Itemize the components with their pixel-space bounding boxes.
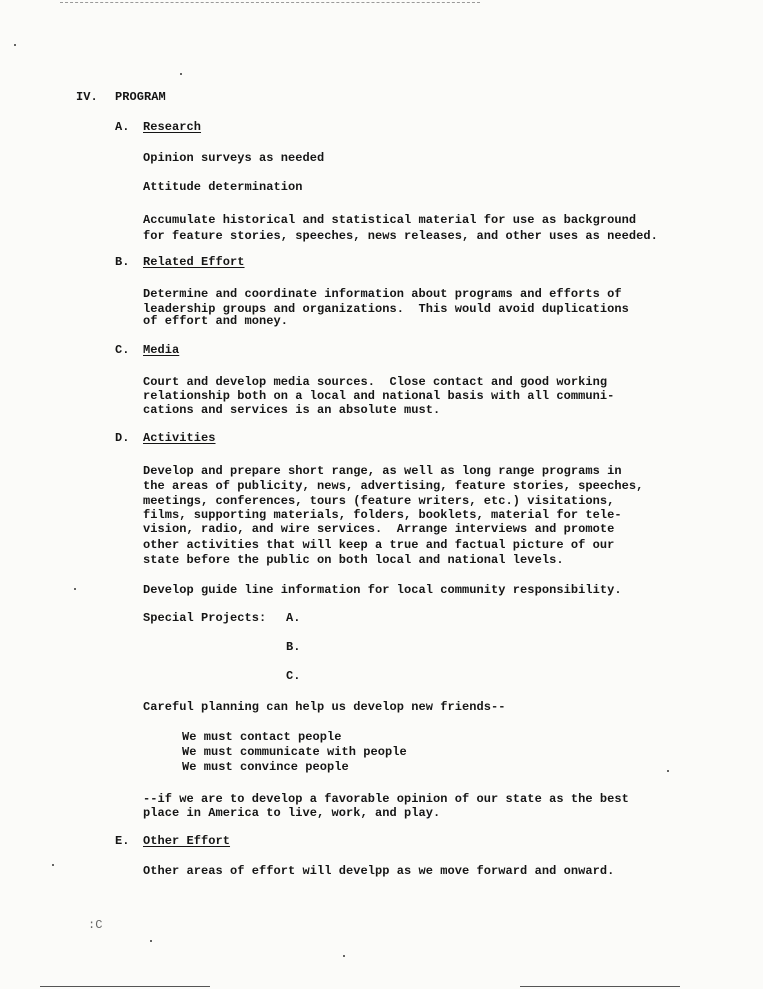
scan-edge-bottom-right	[520, 986, 680, 987]
scan-edge-bottom-left	[40, 986, 210, 987]
scan-edge-top	[60, 2, 480, 3]
related-paragraph-line: Determine and coordinate information about programs and efforts of	[143, 287, 622, 301]
special-projects-label: Special Projects:	[143, 611, 267, 625]
other-paragraph-line: Other areas of effort will develpp as we move forward and onward.	[143, 864, 615, 878]
activities-paragraph-line: state before the public on both local and national levels.	[143, 553, 564, 567]
special-project-b: B.	[286, 640, 301, 654]
activities-guideline: Develop guide line information for local community responsibility.	[143, 583, 622, 597]
research-paragraph-line: Accumulate historical and statistical material for use as background	[143, 213, 637, 227]
research-item: Opinion surveys as needed	[143, 151, 325, 165]
media-heading: Media	[143, 343, 180, 357]
must-item: We must communicate with people	[182, 745, 407, 759]
speck	[52, 864, 54, 866]
activities-paragraph-line: Develop and prepare short range, as well as long range programs in	[143, 464, 622, 478]
speck	[667, 770, 669, 772]
special-project-a: A.	[286, 611, 301, 625]
related-letter: B.	[115, 255, 130, 269]
research-heading: Research	[143, 120, 202, 134]
activities-paragraph-line: meetings, conferences, tours (feature writers, etc.) visitations,	[143, 494, 615, 508]
planning-statement: Careful planning can help us develop new friends--	[143, 700, 506, 714]
activities-paragraph-line: other activities that will keep a true and factual picture of our	[143, 538, 615, 552]
research-item: Attitude determination	[143, 180, 303, 194]
must-item: We must contact people	[182, 730, 342, 744]
activities-paragraph-line: the areas of publicity, news, advertising, feature stories, speeches,	[143, 479, 644, 493]
related-paragraph-line: of effort and money.	[143, 314, 289, 328]
closing-paragraph-line: --if we are to develop a favorable opinion of our state as the best	[143, 792, 629, 806]
speck	[150, 940, 152, 942]
media-letter: C.	[115, 343, 130, 357]
must-item: We must convince people	[182, 760, 349, 774]
speck	[180, 73, 182, 75]
activities-heading: Activities	[143, 431, 216, 445]
speck	[74, 588, 76, 590]
section-numeral: IV.	[76, 90, 98, 104]
section-title: PROGRAM	[115, 90, 166, 104]
related-heading: Related Effort	[143, 255, 245, 269]
activities-paragraph-line: vision, radio, and wire services. Arrange interviews and promote	[143, 522, 615, 536]
activities-paragraph-line: films, supporting materials, folders, booklets, material for tele-	[143, 508, 622, 522]
other-letter: E.	[115, 834, 130, 848]
stray-mark: :C	[88, 918, 103, 932]
media-paragraph-line: cations and services is an absolute must.	[143, 403, 441, 417]
related-paragraph-line: leadership groups and organizations. This would avoid duplications	[143, 302, 629, 316]
speck	[343, 955, 345, 957]
closing-paragraph-line: place in America to live, work, and play.	[143, 806, 441, 820]
speck	[14, 44, 16, 46]
special-project-c: C.	[286, 669, 301, 683]
media-paragraph-line: Court and develop media sources. Close contact and good working	[143, 375, 608, 389]
other-heading: Other Effort	[143, 834, 231, 848]
research-paragraph-line: for feature stories, speeches, news releases, and other uses as needed.	[143, 229, 658, 243]
research-letter: A.	[115, 120, 130, 134]
activities-letter: D.	[115, 431, 130, 445]
media-paragraph-line: relationship both on a local and national basis with all communi-	[143, 389, 615, 403]
